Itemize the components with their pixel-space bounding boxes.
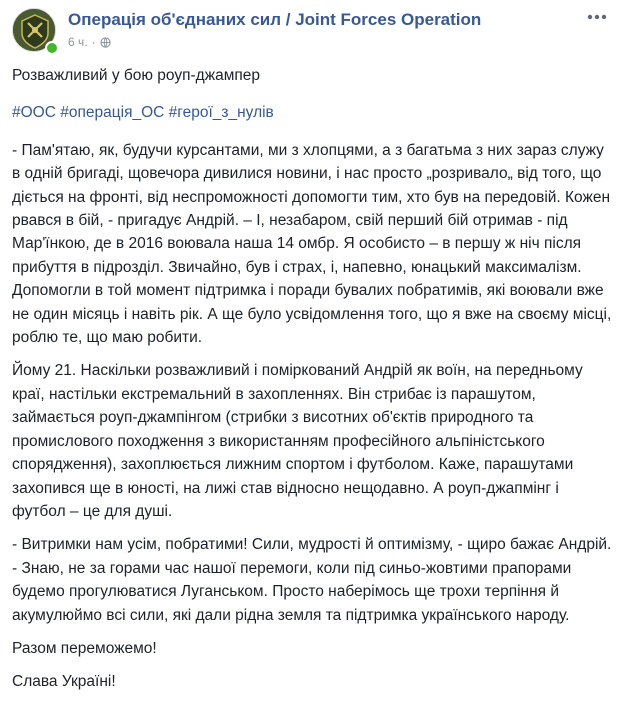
- hashtag-link[interactable]: #ООС: [12, 104, 56, 122]
- post-paragraph: - Витримки нам усім, побратими! Сили, мудрості й оптимізму, - щиро бажає Андрій. - Знаю, не за горами час нашої перемоги, коли під синьо-жовтими прапорами будемо прогулюватися Луганськом. Просто наберімось ще трохи терпіння й акумулюймо всі сили, які дали рідна земля та підтримка українського народу.: [12, 536, 612, 624]
- globe-icon[interactable]: [100, 37, 111, 48]
- post-meta: [68, 35, 111, 49]
- post-paragraph: - Пам'ятаю, як, будучи курсантами, ми з хлопцями, а з багатьма з них зараз служу в одній бригаді, щовечора дивилися новини, і нас просто „розривало„ від того, що діється на фронті, від неспроможності допомогти тим, хто був на передовій. Кожен рвався в бій, - пригадує Андрій. – І, незабаром, свій перший бій отримав - під Мар'їнкою, де в 2016 воювала наша 14 омбр. Я особисто – в першу ж ніч після прибуття в підрозділ. Звичайно, був і страх, і, напевно, юнацький максималізм. Допомогли в той момент підтримка і поради бувалих побратимів, які воювали вже не один місяць і навіть рік. А ще було усвідомлення того, що я вже на своєму місці, роблю те, що маю робити.: [12, 141, 612, 347]
- online-indicator: [45, 41, 59, 55]
- post-paragraph: Йому 21. Наскільки розважливий і поміркований Андрій як воїн, на передньому краї, настільки екстремальний в захопленнях. Він стрибає із парашутом, займається роуп-джампінгом (стрибки з висотних об'єктів природного та промислового походження з використанням професійного альпіністського спорядження), захоплюється лижним спортом і футболом. Каже, парашутами захопився ще в юності, на лижі став відносно нещодавно. А роуп-джапмінг і футбол – це для душі.: [12, 362, 583, 520]
- ellipsis-icon[interactable]: [586, 12, 608, 22]
- post-content: [12, 64, 612, 704]
- hashtag-link[interactable]: #герої_з_нулів: [168, 104, 274, 122]
- page-name-link[interactable]: Операція об'єднаних сил / Joint Forces Operation: [68, 10, 482, 29]
- post-paragraph: Слава Україні!: [12, 673, 116, 691]
- meta-separator: ·: [91, 35, 96, 49]
- post-title: Розважливий у бою роуп-джампер: [12, 67, 260, 84]
- post-time[interactable]: 6 ч.: [68, 35, 88, 49]
- hashtags: [12, 101, 612, 124]
- hashtag-link[interactable]: #операція_ОС: [60, 104, 165, 122]
- post-paragraph: Разом переможемо!: [12, 639, 157, 657]
- post-header: [12, 8, 608, 60]
